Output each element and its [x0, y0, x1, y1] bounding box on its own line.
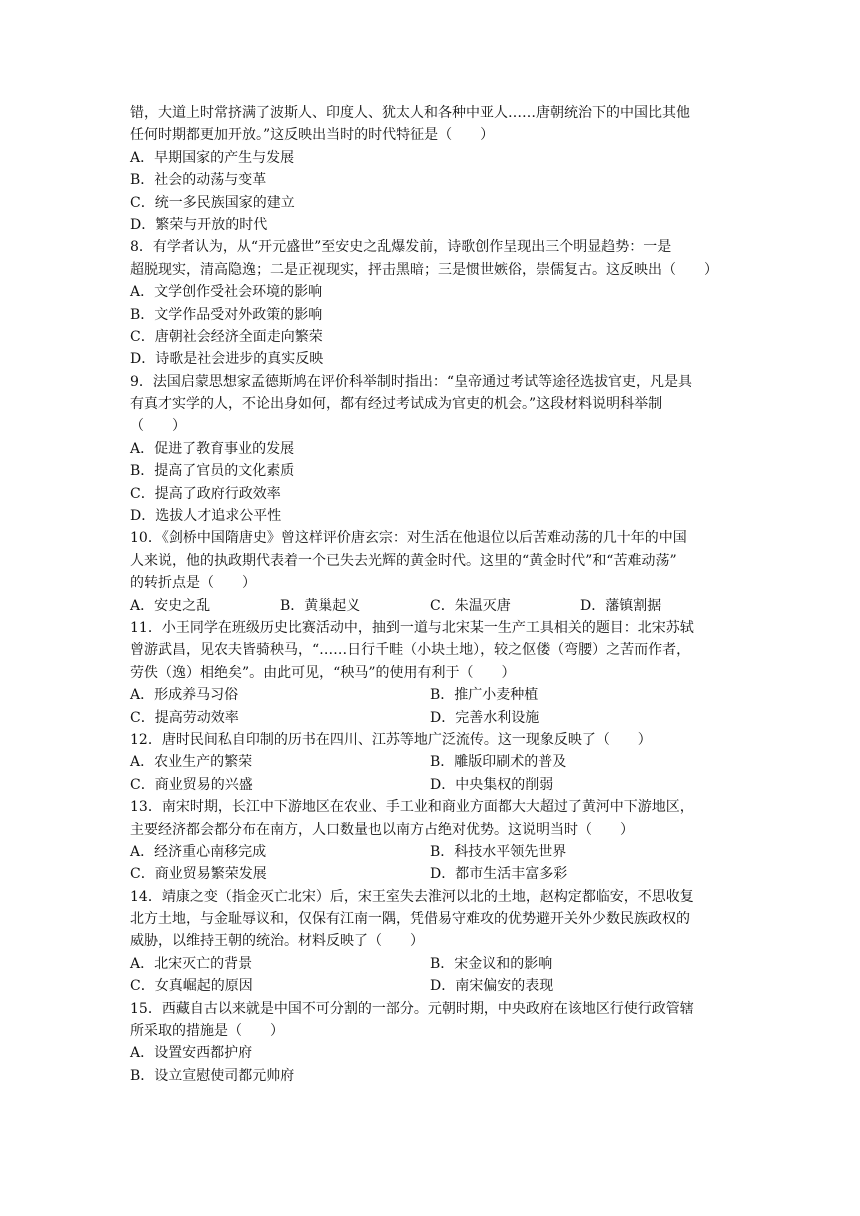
q7-option-b: B．社会的动荡与变革 — [130, 172, 267, 189]
q10-stem-line-3: 的转折点是（ ） — [130, 575, 256, 592]
q7-option-d: D．繁荣与开放的时代 — [130, 216, 268, 233]
q13-option-b: B．科技水平领先世界 — [430, 843, 567, 860]
q14-option-c: C．女真崛起的原因 — [130, 978, 253, 995]
q13-option-a: A．经济重心南移完成 — [130, 843, 267, 860]
q12-option-c: C．商业贸易的兴盛 — [130, 776, 253, 793]
q7-stem-line-1: 错，大道上时常挤满了波斯人、印度人、犹太人和各种中亚人……唐朝统治下的中国比其他 — [130, 105, 690, 121]
q8-stem-line-2: 超脱现实，清高隐逸；二是正视现实，抨击黑暗；三是惯世嫉俗，崇儒复古。这反映出（ ） — [130, 261, 718, 278]
q15-stem-line-2: 所采取的措施是（ ） — [130, 1023, 284, 1040]
q9-option-a: A．促进了教育事业的发展 — [130, 440, 295, 457]
q10-option-d: D．藩镇割据 — [580, 597, 662, 614]
q11-stem-line-2: 曾游武昌，见农夫皆骑秧马，“……日行千畦（小块土地），较之伛偻（弯腰）之苦而作者， — [130, 642, 691, 659]
q7-stem-line-2: 任何时期都更加开放。”这反映出当时的时代特征是（ ） — [130, 127, 495, 144]
q12-stem: 12．唐时民间私自印制的历书在四川、江苏等地广泛流传。这一现象反映了（ ） — [130, 731, 652, 748]
q11-option-b: B．推广小麦种植 — [430, 687, 539, 704]
q15-option-a: A．设置安西都护府 — [130, 1045, 253, 1062]
q7-option-a: A．早期国家的产生与发展 — [130, 149, 295, 166]
q10-options-row — [130, 595, 730, 617]
q14-options-row-1 — [130, 953, 730, 975]
q9-stem-line-3: （ ） — [130, 418, 186, 435]
q14-option-d: D．南宋偏安的表现 — [430, 978, 554, 995]
q8-option-a: A．文学创作受社会环境的影响 — [130, 284, 323, 301]
q8-option-c: C．唐朝社会经济全面走向繁荣 — [130, 328, 323, 345]
q7-option-c: C．统一多民族国家的建立 — [130, 194, 295, 211]
q11-stem-line-3: 劳佚（逸）相绝矣”。由此可见，“秧马”的使用有利于（ ） — [130, 664, 516, 681]
q9-stem-line-2: 有真才实学的人，不论出身如何，都有经过考试成为官吏的机会。”这段材料说明科举制 — [130, 396, 663, 413]
q14-stem-line-3: 威胁，以维持王朝的统治。材料反映了（ ） — [130, 933, 424, 950]
q11-option-c: C．提高劳动效率 — [130, 709, 239, 726]
q10-option-a: A．安史之乱 — [130, 597, 211, 614]
q8-stem-line-1: 8．有学者认为，从“开元盛世”至安史之乱爆发前，诗歌创作呈现出三个明显趋势：一是 — [130, 239, 672, 256]
q15-option-b: B．设立宣慰使司都元帅府 — [130, 1067, 295, 1084]
q9-stem-line-1: 9．法国启蒙思想家孟德斯鸠在评价科举制时指出：“皇帝通过考试等途径选拔官吏，凡是具 — [130, 373, 693, 390]
q8-option-b: B．文学作品受对外政策的影响 — [130, 306, 323, 323]
q9-option-b: B．提高了官员的文化素质 — [130, 463, 295, 480]
q10-stem-line-2: 人来说，他的执政期代表着一个已失去光辉的黄金时代。这里的“黄金时代”和“苦难动荡” — [130, 552, 677, 569]
q11-stem-line-1: 11．小王同学在班级历史比赛活动中，抽到一道与北宋某一生产工具相关的题目：北宋苏轼 — [130, 619, 694, 636]
q13-options-row-2 — [130, 863, 730, 885]
q12-option-b: B．雕版印刷术的普及 — [430, 754, 567, 771]
q10-stem-line-1: 10．《剑桥中国隋唐史》曾这样评价唐玄宗：对生活在他退位以后苦难动荡的几十年的中国 — [130, 530, 687, 547]
q10-option-c: C．朱温灭唐 — [430, 597, 511, 614]
q11-option-a: A．形成养马习俗 — [130, 687, 239, 704]
q13-stem-line-1: 13．南宋时期，长江中下游地区在农业、手工业和商业方面都大大超过了黄河中下游地区， — [130, 799, 694, 816]
q12-options-row-1 — [130, 751, 730, 773]
q14-options-row-2 — [130, 975, 730, 997]
q14-option-b: B．宋金议和的影响 — [430, 955, 553, 972]
q13-option-c: C．商业贸易繁荣发展 — [130, 866, 267, 883]
q11-option-d: D．完善水利设施 — [430, 709, 540, 726]
q8-option-d: D．诗歌是社会进步的真实反映 — [130, 351, 324, 368]
q9-option-c: C．提高了政府行政效率 — [130, 485, 281, 502]
q13-stem-line-2: 主要经济都会都分布在南方，人口数量也以南方占绝对优势。这说明当时（ ） — [130, 821, 634, 838]
q12-option-a: A．农业生产的繁荣 — [130, 754, 253, 771]
q14-stem-line-1: 14．靖康之变（指金灭亡北宋）后，宋王室失去淮河以北的土地，赵构定都临安，不思收复 — [130, 888, 694, 905]
q13-option-d: D．都市生活丰富多彩 — [430, 866, 568, 883]
exam-content — [130, 102, 730, 1087]
q13-options-row-1 — [130, 841, 730, 863]
q9-option-d: D．选拔人才追求公平性 — [130, 508, 282, 525]
q12-option-d: D．中央集权的削弱 — [430, 776, 554, 793]
q10-option-b: B．黄巢起义 — [280, 597, 361, 614]
q14-stem-line-2: 北方土地，与金耻辱议和，仅保有江南一隅，凭借易守难攻的优势避开关外少数民族政权的 — [130, 911, 690, 928]
q11-options-row-1 — [130, 684, 730, 706]
q15-stem-line-1: 15．西藏自古以来就是中国不可分割的一部分。元朝时期，中央政府在该地区行使行政管辖 — [130, 1000, 694, 1017]
q12-options-row-2 — [130, 774, 730, 796]
q11-options-row-2 — [130, 707, 730, 729]
q14-option-a: A．北宋灭亡的背景 — [130, 955, 253, 972]
